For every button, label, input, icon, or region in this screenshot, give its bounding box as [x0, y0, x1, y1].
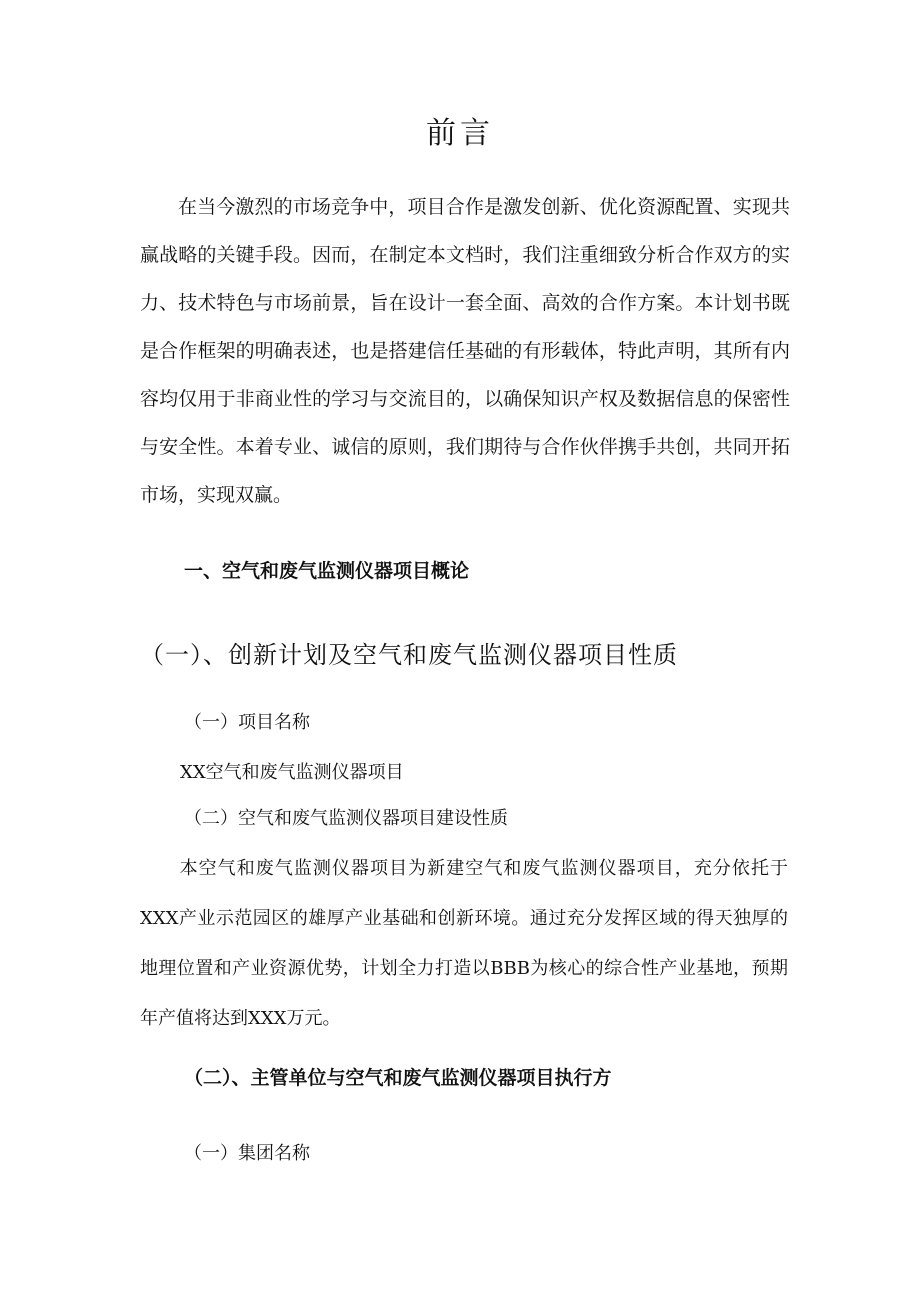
item-label-group-name: （一）集团名称 [184, 1143, 310, 1164]
section-heading-1: 一、空气和废气监测仪器项目概论 [184, 560, 470, 582]
page-title: 前言 [426, 116, 494, 151]
section-heading-1-1: （一）、创新计划及空气和废气监测仪器项目性质 [140, 641, 678, 669]
item-value-project-name: XX空气和废气监测仪器项目 [180, 762, 404, 783]
item-label-construction-nature: （二）空气和废气监测仪器项目建设性质 [184, 808, 508, 829]
construction-nature-paragraph: 本空气和废气监测仪器项目为新建空气和废气监测仪器项目，充分依托于XXX产业示范园区的雄厚产业基础和创新环境。通过充分发挥区域的得天独厚的地理位置和产业资源优势，计划全力打造以BBB为核心的综合性产业基地，预期年产值将达到XXX万元。 [140, 858, 788, 1029]
item-label-project-name: （一）项目名称 [184, 712, 310, 733]
section-heading-1-2: （二）、主管单位与空气和废气监测仪器项目执行方 [184, 1067, 612, 1089]
intro-paragraph: 在当今激烈的市场竞争中，项目合作是激发创新、优化资源配置、实现共赢战略的关键手段。因而，在制定本文档时，我们注重细致分析合作双方的实力、技术特色与市场前景，旨在设计一套全面、高效的合作方案。本计划书既是合作框架的明确表述，也是搭建信任基础的有形载体，特此声明，其所有内容均仅用于非商业性的学习与交流目的，以确保知识产权及数据信息的保密性与安全性。本着专业、诚信的原则，我们期待与合作伙伴携手共创，共同开拓市场，实现双赢。 [140, 196, 790, 506]
